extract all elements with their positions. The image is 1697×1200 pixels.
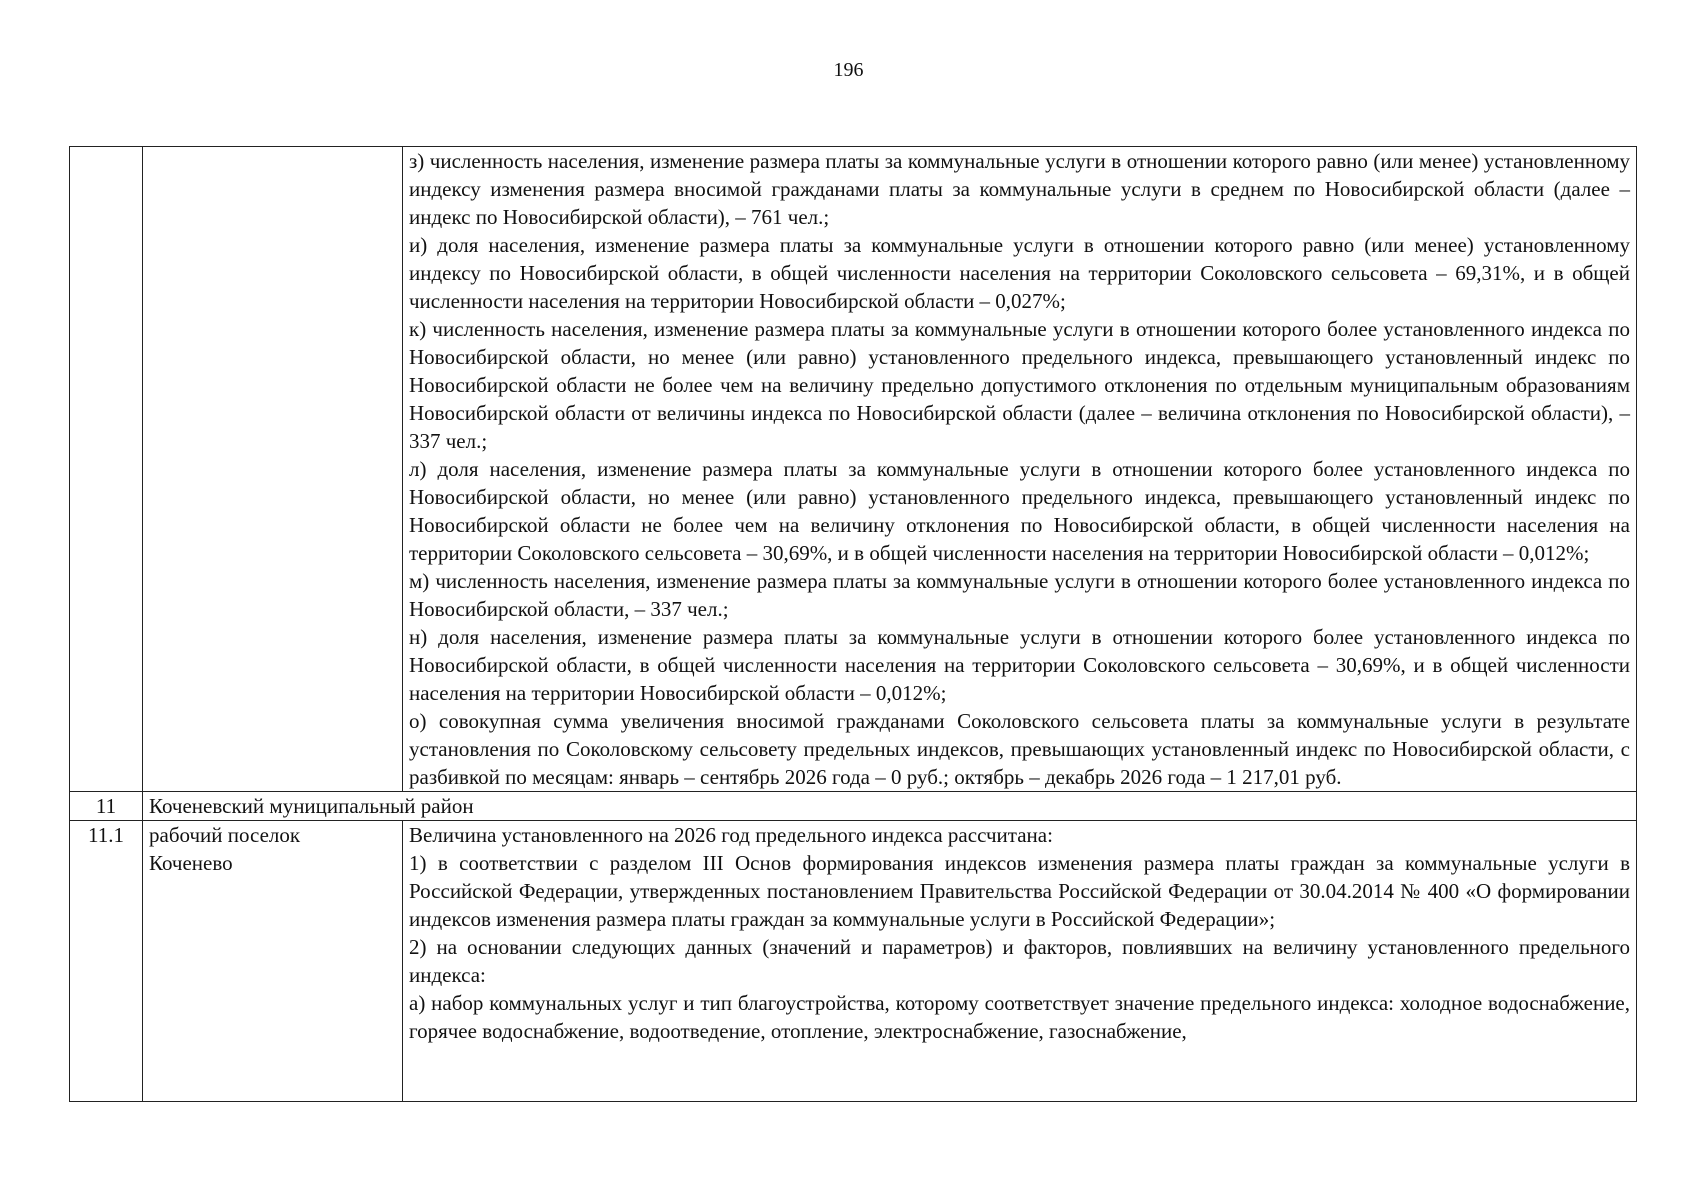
table-row-settlement xyxy=(70,821,1637,1102)
paragraph-o: о) совокупная сумма увеличения вносимой гражданами Соколовского сельсовета платы за коммунальные услуги в результате установления по Соколовскому сельсовету предельных индексов, превышающих установленный индекс по Новосибирской области, с разбивкой по месяцам: январь – сентябрь 2026 года – 0 руб.; октябрь – декабрь 2026 года – 1 217,01 руб. xyxy=(409,709,1630,789)
index-table xyxy=(69,146,1637,1102)
paragraph-intro: Величина установленного на 2026 год предельного индекса рассчитана: xyxy=(409,823,1053,847)
paragraph-k: к) численность населения, изменение размера платы за коммунальные услуги в отношении которого более установленного индекса по Новосибирской области, но менее (или равно) установленного предельного индекса, превышающего установленный индекс по Новосибирской области не более чем на величину предельно допустимого отклонения по отдельным муниципальным образованиям Новосибирской области от величины индекса по Новосибирской области (далее – величина отклонения по Новосибирской области), – 337 чел.; xyxy=(409,317,1630,453)
paragraph-n: н) доля населения, изменение размера платы за коммунальные услуги в отношении которого более установленного индекса по Новосибирской области, в общей численности населения на территории Соколовского сельсовета – 30,69%, и в общей численности населения на территории Новосибирской области – 0,012%; xyxy=(409,625,1630,705)
municipality-name-cell xyxy=(143,821,403,1102)
row-number-cell xyxy=(70,147,143,792)
page-number: 196 xyxy=(833,59,864,81)
paragraph-l: л) доля населения, изменение размера платы за коммунальные услуги в отношении которого более установленного индекса по Новосибирской области, но менее (или равно) установленного предельного индекса, превышающего установленный индекс по Новосибирской области не более чем на величину отклонения по Новосибирской области, в общей численности населения на территории Соколовского сельсовета – 30,69%, и в общей численности населения на территории Новосибирской области – 0,012%; xyxy=(409,457,1630,565)
description-clip xyxy=(409,821,1630,1101)
paragraph-i: и) доля населения, изменение размера платы за коммунальные услуги в отношении которого равно (или менее) установленному индексу по Новосибирской области, в общей численности населения на территории Соколовского сельсовета – 69,31%, и в общей численности населения на территории Новосибирской области – 0,027%; xyxy=(409,233,1630,313)
row-number-cell: 11 xyxy=(70,792,143,821)
paragraph-2: 2) на основании следующих данных (значений и параметров) и факторов, повлиявших на величину установленного предельного индекса: xyxy=(409,935,1630,987)
paragraph-z: з) численность населения, изменение размера платы за коммунальные услуги в отношении которого равно (или менее) установленному индексу изменения размера вносимой гражданами платы за коммунальные услуги в среднем по Новосибирской области (далее – индекс по Новосибирской области), – 761 чел.; xyxy=(409,149,1630,229)
municipality-name-cell xyxy=(143,147,403,792)
paragraph-m: м) численность населения, изменение размера платы за коммунальные услуги в отношении которого более установленного индекса по Новосибирской области, – 337 чел.; xyxy=(409,569,1630,621)
district-title-cell: Коченевский муниципальный район xyxy=(143,792,1637,821)
table-row-district xyxy=(70,792,1637,821)
description-cell xyxy=(403,821,1637,1102)
settlement-name-line1: рабочий поселок xyxy=(149,823,301,847)
row-number-cell: 11.1 xyxy=(70,821,143,1102)
paragraph-1: 1) в соответствии с разделом III Основ формирования индексов изменения размера платы граждан за коммунальные услуги в Российской Федерации, утвержденных постановлением Правительства Российской Федерации от 30.04.2014 № 400 «О формировании индексов изменения размера платы граждан за коммунальные услуги в Российской Федерации»; xyxy=(409,851,1630,931)
settlement-name-line2: Коченево xyxy=(149,851,233,875)
table-row-continuation xyxy=(70,147,1637,792)
description-cell xyxy=(403,147,1637,792)
paragraph-a: а) набор коммунальных услуг и тип благоустройства, которому соответствует значение предельного индекса: холодное водоснабжение, горячее водоснабжение, водоотведение, отопление, электроснабжение, газоснабжение, xyxy=(409,991,1630,1043)
